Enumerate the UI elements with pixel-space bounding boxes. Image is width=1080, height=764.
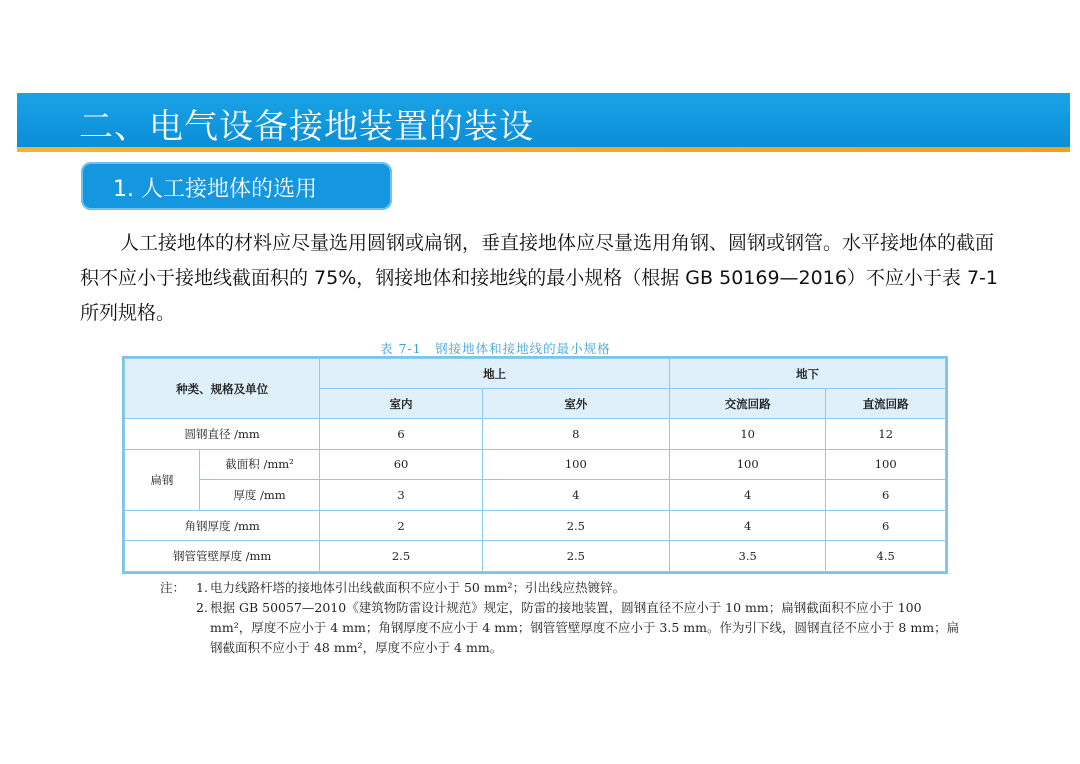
table-cell: 12 — [826, 419, 946, 450]
table-notes — [160, 578, 960, 658]
table-cell: 2.5 — [482, 541, 669, 572]
table-row — [125, 510, 946, 541]
table-cell: 6 — [826, 510, 946, 541]
row-label: 圆钢直径 /mm — [125, 419, 320, 450]
row-label: 截面积 /mm² — [199, 449, 320, 480]
body-paragraph — [80, 226, 1010, 331]
table-cell: 4 — [669, 510, 825, 541]
table-cell: 60 — [320, 449, 482, 480]
table-row — [125, 480, 946, 511]
row-group-label: 扁钢 — [125, 449, 200, 510]
table-cell: 2.5 — [482, 510, 669, 541]
table-cell: 6 — [320, 419, 482, 450]
table-cell: 8 — [482, 419, 669, 450]
header-indoor: 室内 — [320, 389, 482, 419]
header-dc-circuit: 直流回路 — [826, 389, 946, 419]
note-text: 根据 GB 50057—2010《建筑物防雷设计规范》规定，防雷的接地装置，圆钢直径不应小于 10 mm；扁钢截面积不应小于 100 mm²，厚度不应小于 4 mm；角钢厚度不应小于 4 mm；钢管管壁厚度不应小于 3.5 mm。作为引下线，圆钢直径不应小于 8 mm；扁钢截面积不应小于 48 mm²，厚度不应小于 4 mm。 — [210, 600, 960, 655]
table-cell: 4 — [669, 480, 825, 511]
paragraph-text: 人工接地体的材料应尽量选用圆钢或扁钢，垂直接地体应尽量选用角钢、圆钢或钢管。水平接地体的截面积不应小于接地线截面积的 75%，钢接地体和接地线的最小规格（根据 GB 50169—2016）不应小于表 7-1 所列规格。 — [80, 232, 998, 324]
table-cell: 10 — [669, 419, 825, 450]
table-cell: 100 — [669, 449, 825, 480]
table-row — [125, 419, 946, 450]
header-outdoor: 室外 — [482, 389, 669, 419]
header-ac-circuit: 交流回路 — [669, 389, 825, 419]
table-cell: 2.5 — [320, 541, 482, 572]
header-above-ground: 地上 — [320, 359, 670, 389]
table-cell: 4.5 — [826, 541, 946, 572]
table-row — [125, 449, 946, 480]
header-below-ground: 地下 — [669, 359, 945, 389]
row-label: 厚度 /mm — [199, 480, 320, 511]
note-text: 电力线路杆塔的接地体引出线截面积不应小于 50 mm²；引出线应热镀锌。 — [210, 580, 626, 595]
section-heading — [81, 162, 392, 210]
table-cell: 100 — [482, 449, 669, 480]
table-cell: 4 — [482, 480, 669, 511]
table-cell: 3.5 — [669, 541, 825, 572]
note-prefix: 注： — [160, 580, 186, 595]
note-number: 2. — [196, 600, 208, 615]
row-label: 钢管管壁厚度 /mm — [125, 541, 320, 572]
table-cell: 6 — [826, 480, 946, 511]
row-label: 角钢厚度 /mm — [125, 510, 320, 541]
table-caption: 表 7-1 钢接地体和接地线的最小规格 — [380, 341, 611, 356]
section-heading-label: 1. 人工接地体的选用 — [113, 177, 317, 202]
note-number: 1. — [196, 580, 208, 595]
table-cell: 2 — [320, 510, 482, 541]
table-row — [125, 541, 946, 572]
spec-table — [122, 356, 948, 574]
table-cell: 3 — [320, 480, 482, 511]
note-item — [160, 578, 960, 598]
note-item — [160, 598, 960, 658]
page-title: 二、电气设备接地装置的装设 — [79, 107, 534, 147]
header-category: 种类、规格及单位 — [125, 359, 320, 419]
table-cell: 100 — [826, 449, 946, 480]
title-bar — [17, 93, 1070, 147]
